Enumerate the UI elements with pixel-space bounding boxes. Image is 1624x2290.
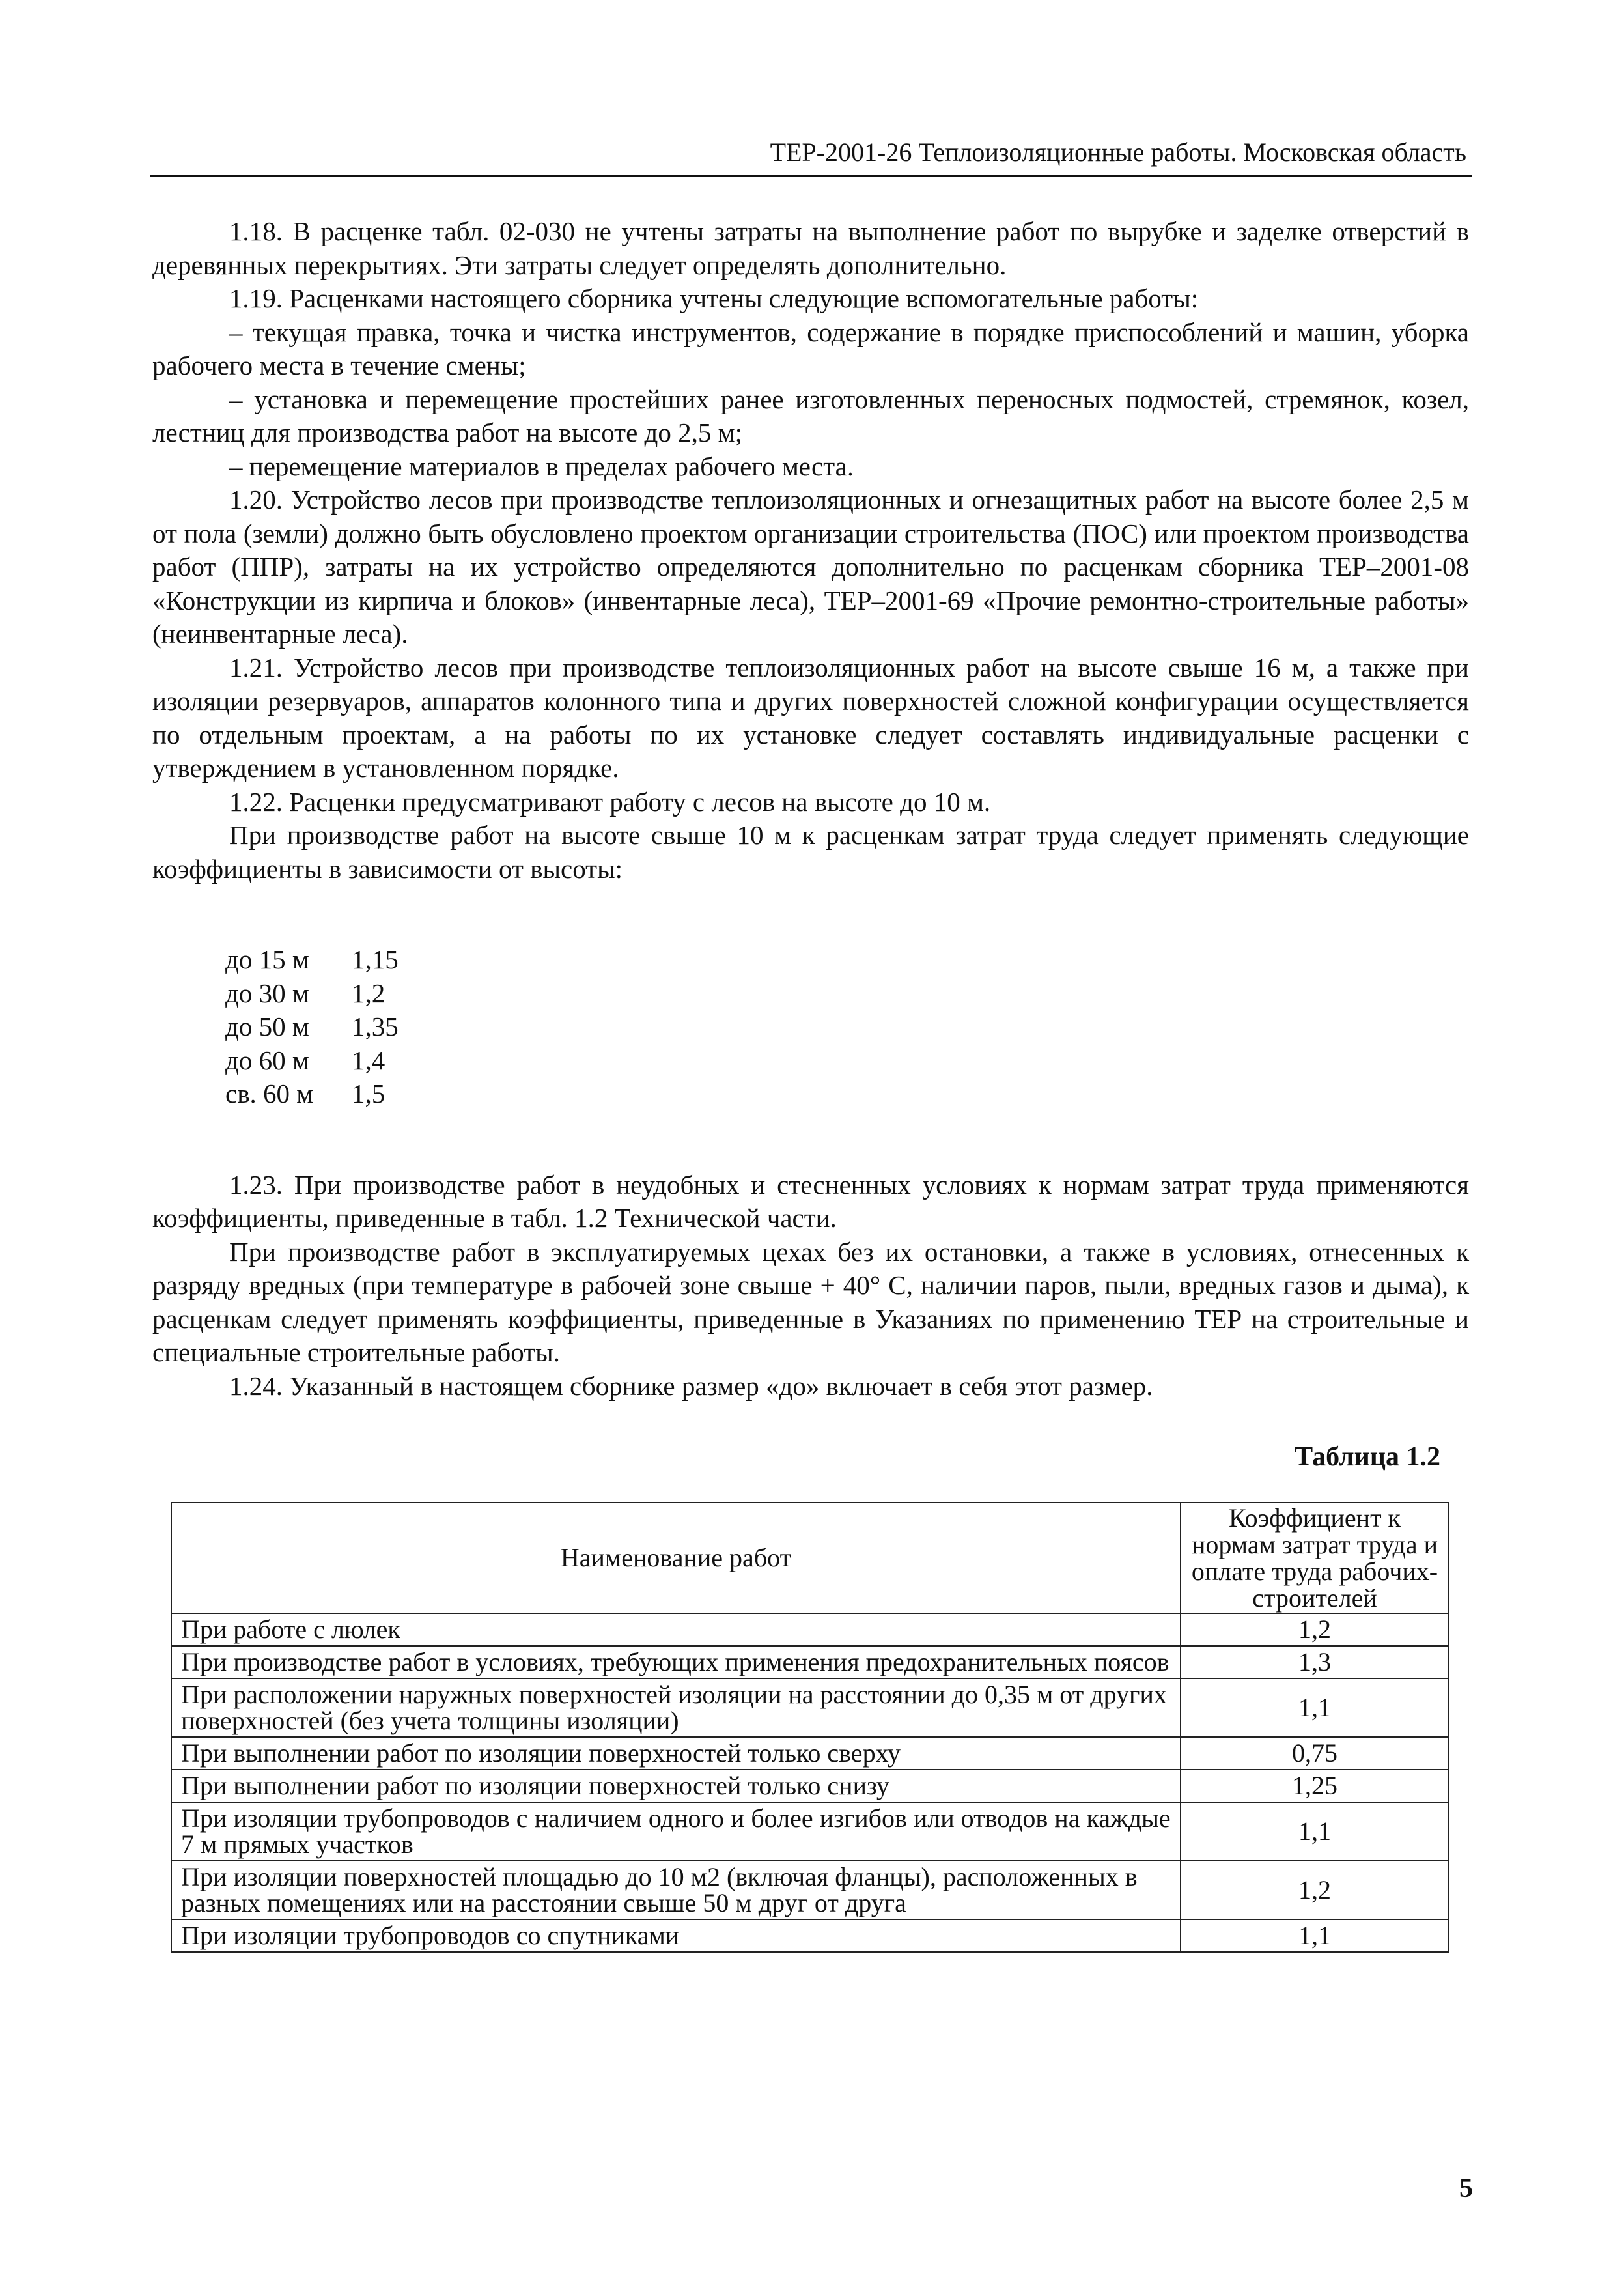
coefficient-value: 1,15 [352, 944, 399, 974]
coefficient-cell: 1,2 [1181, 1613, 1449, 1646]
height-label: до 60 м [225, 1045, 309, 1075]
table-row [171, 1737, 1449, 1770]
coefficient-cell: 1,2 [1181, 1861, 1449, 1919]
coefficient-value: 1,2 [352, 978, 385, 1008]
table-row [171, 1646, 1449, 1678]
work-name-cell: При изоляции поверхностей площадью до 10 м2 (включая фланцы), расположенных в разных помещениях или на расстоянии свыше 50 м друг от друга [171, 1861, 1181, 1919]
column-header-work-name: Наименование работ [171, 1503, 1181, 1613]
list-item-auxiliary-1: – текущая правка, точка и чистка инструментов, содержание в порядке приспособлений и машин, уборка рабочего места в течение смены; [152, 317, 1469, 380]
table-caption: Таблица 1.2 [1295, 1442, 1440, 1472]
coefficient-value: 1,5 [352, 1079, 385, 1109]
paragraph-1-22: 1.22. Расценки предусматривают работу с лесов на высоте до 10 м. [229, 786, 991, 817]
coefficient-value: 1,35 [352, 1011, 399, 1041]
page-header [150, 128, 1472, 177]
height-label: до 50 м [225, 1011, 309, 1041]
coefficient-cell: 1,1 [1181, 1802, 1449, 1861]
table-row [171, 1770, 1449, 1802]
table-row [171, 1678, 1449, 1737]
list-item [225, 1077, 1469, 1111]
coefficient-cell: 1,1 [1181, 1678, 1449, 1737]
coefficient-cell: 0,75 [1181, 1737, 1449, 1770]
paragraph-1-21: 1.21. Устройство лесов при производстве теплоизоляционных работ на высоте свыше 16 м, а также при изоляции резервуаров, аппаратов колонного типа и других поверхностей сложной конфигурации осуществляется по отдельным проектам, а на работы по их установке следует составлять индивидуальные расценки с утверждением в установленном порядке. [152, 652, 1469, 783]
height-label: до 30 м [225, 978, 309, 1008]
work-name-cell: При расположении наружных поверхностей изоляции на расстоянии до 0,35 м от других поверхностей (без учета толщины изоляции) [171, 1678, 1181, 1737]
list-item [225, 1010, 1469, 1044]
work-name-cell: При выполнении работ по изоляции поверхностей только снизу [171, 1770, 1181, 1802]
table-row [171, 1919, 1449, 1952]
document-body [152, 215, 1469, 1953]
paragraph-1-20: 1.20. Устройство лесов при производстве теплоизоляционных и огнезащитных работ на высоте более 2,5 м от пола (земли) должно быть обусловлено проектом организации строительства (ПОС) или проектом производства работ (ППР), затраты на их устройство определяются дополнительно по расценкам сборника ТЕР–2001-08 «Конструкции из кирпича и блоков» (инвентарные леса), ТЕР–2001-69 «Прочие ремонтно-строительные работы» (неинвентарные леса). [152, 485, 1469, 649]
paragraph-1-23: 1.23. При производстве работ в неудобных и стесненных условиях к нормам затрат труда применяются коэффициенты, приведенные в табл. 1.2 Технической части. [152, 1169, 1469, 1233]
table-row [171, 1613, 1449, 1646]
work-name-cell: При изоляции трубопроводов со спутниками [171, 1919, 1181, 1952]
coefficient-cell: 1,3 [1181, 1646, 1449, 1678]
paragraph-1-19: 1.19. Расценками настоящего сборника учтены следующие вспомогательные работы: [229, 283, 1199, 313]
paragraph-1-22-cont: При производстве работ на высоте свыше 10 м к расценкам затрат труда следует применять следующие коэффициенты в зависимости от высоты: [152, 820, 1469, 884]
work-name-cell: При изоляции трубопроводов с наличием одного и более изгибов или отводов на каждые 7 м прямых участков [171, 1802, 1181, 1861]
page-number: 5 [1459, 2173, 1473, 2203]
list-item-auxiliary-2: – установка и перемещение простейших ранее изготовленных переносных подмостей, стремянок, козел, лестниц для производства работ на высоте до 2,5 м; [152, 384, 1469, 447]
paragraph-1-23-cont: При производстве работ в эксплуатируемых цехах без их остановки, а также в условиях, отнесенных к разряду вредных (при температуре в рабочей зоне свыше + 40° С, наличии паров, пыли, вредных газов и дыма), к расценкам следует применять коэффициенты, приведенные в Указаниях по применению ТЕР на строительные и специальные строительные работы. [152, 1236, 1469, 1367]
list-item-auxiliary-3: – перемещение материалов в пределах рабочего места. [229, 451, 854, 481]
table-header-row [171, 1503, 1449, 1613]
paragraph-1-18: 1.18. В расценке табл. 02-030 не учтены затраты на выполнение работ по вырубке и заделке отверстий в деревянных перекрытиях. Эти затраты следует определять дополнительно. [152, 216, 1469, 280]
work-name-cell: При производстве работ в условиях, требующих применения предохранительных поясов [171, 1646, 1181, 1678]
height-label: св. 60 м [225, 1079, 314, 1109]
height-coefficient-list [225, 943, 1469, 1111]
height-label: до 15 м [225, 944, 309, 974]
work-name-cell: При выполнении работ по изоляции поверхностей только сверху [171, 1737, 1181, 1770]
paragraph-1-24: 1.24. Указанный в настоящем сборнике размер «до» включает в себя этот размер. [229, 1370, 1153, 1401]
coefficient-cell: 1,25 [1181, 1770, 1449, 1802]
header-title: ТЕР-2001-26 Теплоизоляционные работы. Московская область [770, 137, 1466, 167]
table-row [171, 1802, 1449, 1861]
coefficient-cell: 1,1 [1181, 1919, 1449, 1952]
coefficient-value: 1,4 [352, 1045, 385, 1075]
column-header-coefficient: Коэффициент к нормам затрат труда и оплате труда рабочих-строителей [1181, 1503, 1449, 1613]
table-row [171, 1861, 1449, 1919]
list-item [225, 943, 1469, 977]
list-item [225, 977, 1469, 1011]
list-item [225, 1044, 1469, 1078]
coefficient-table [171, 1502, 1449, 1953]
work-name-cell: При работе с люлек [171, 1613, 1181, 1646]
